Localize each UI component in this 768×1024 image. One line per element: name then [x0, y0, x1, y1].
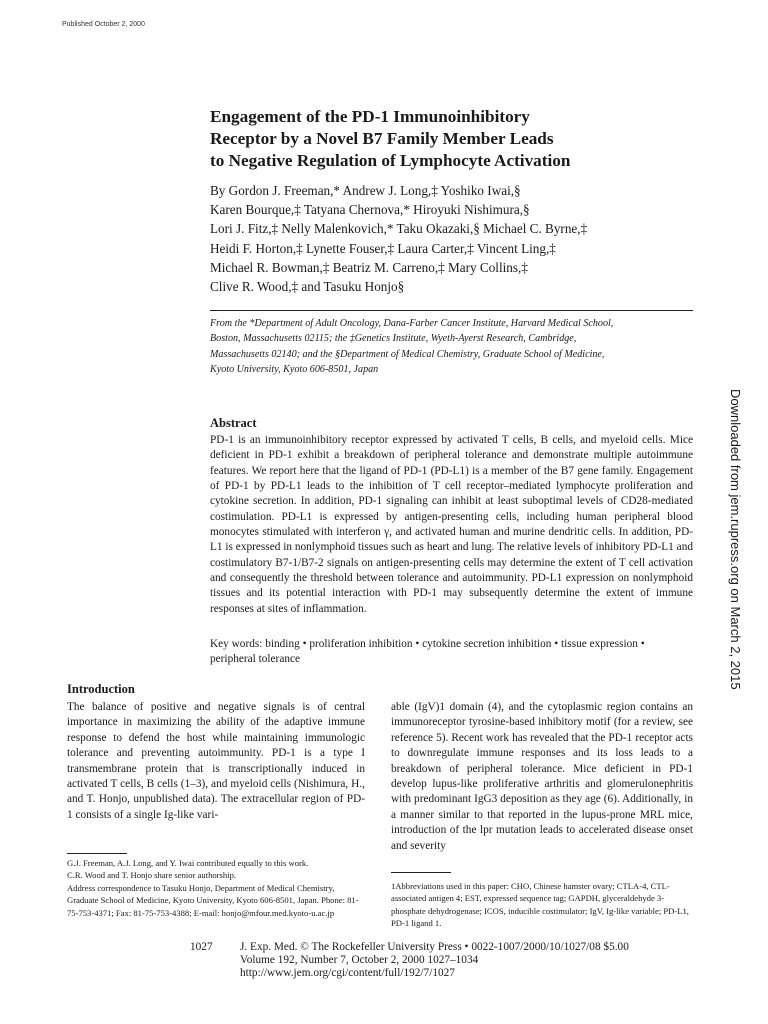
affiliation-line: Boston, Massachusetts 02115; the ‡Genetics Institute, Wyeth-Ayerst Research, Cambridge, [210, 333, 577, 345]
affiliation-line: From the *Department of Adult Oncology, Dana-Farber Cancer Institute, Harvard Medical School, [210, 318, 614, 329]
published-date: Published October 2, 2000 [62, 21, 145, 28]
author-line: Karen Bourque,‡ Tatyana Chernova,* Hiroyuki Nishimura,§ [210, 202, 530, 218]
download-watermark [714, 389, 754, 690]
footnote-line: G.J. Freeman, A.J. Long, and Y. Iwai contributed equally to this work. [67, 858, 309, 868]
journal-line: http://www.jem.org/cgi/content/full/192/7/1027 [240, 967, 455, 980]
author-line: Michael R. Bowman,‡ Beatriz M. Carreno,‡ Mary Collins,‡ [210, 259, 528, 275]
introduction-heading: Introduction [67, 682, 135, 696]
journal-line: Volume 192, Number 7, October 2, 2000 1027–1034 [240, 954, 479, 967]
author-list [210, 181, 680, 296]
footnote-line: C.R. Wood and T. Honjo share senior authorship. [67, 870, 237, 881]
divider [210, 310, 693, 311]
keywords: Key words: binding • proliferation inhibition • cytokine secretion inhibition • tissue expression • peripheral tolerance [210, 638, 645, 666]
download-note: Downloaded from jem.rupress.org on March 2, 2015 [728, 389, 743, 690]
journal-line: J. Exp. Med. © The Rockefeller University Press • 0022-1007/2000/10/1027/08 $5.00 [240, 941, 629, 953]
footnote-line: Address correspondence to Tasuku Honjo, Department of Medical Chemistry, Graduate School of Medicine, Kyoto University, Kyoto 606-8501, Japan. Phone: 81-75-753-4371; Fax: 81-75-753-4388; E-mail: honjo@mfour.med.kyoto-u.ac.jp [67, 882, 359, 918]
affiliations [210, 316, 680, 378]
footnote-left [67, 857, 365, 919]
intro-column-right: able (IgV)1 domain (4), and the cytoplasmic region contains an immunoreceptor tyrosine-based inhibitory motif (for a review, see reference 5). Recent work has revealed that the PD-1 receptor acts to downregulate immune responses and its loss leads to a breakdown of peripheral tolerance. Mice deficient in PD-1 develop lupus-like proliferative arthritis and glomerulonephritis with predominant IgG3 deposition as they age (6). Additionally, in a manner similar to that reported in the lupus-prone MRL mice, introduction of the lpr mutation leads to accelerated disease onset and severity [391, 701, 693, 852]
abstract-heading: Abstract [210, 416, 257, 430]
footnote-right: 1Abbreviations used in this paper: CHO, Chinese hamster ovary; CTLA-4, CTL-associated antigen 4; EST, expressed sequence tag; GAPDH, glyceraldehyde 3-phosphate dehydrogenase; ICOS, inducible costimulator; IgV, Ig-like variable; PD-L1, PD-1 ligand 1. [391, 881, 689, 929]
article-title [210, 106, 680, 172]
affiliation-line: Kyoto University, Kyoto 606-8501, Japan [210, 364, 379, 376]
footnote-divider [391, 872, 451, 873]
footnote-divider [67, 853, 127, 854]
intro-column-left: The balance of positive and negative signals is of central importance in maximizing the ability of the adaptive immune response to defend the host while maintaining immunologic tolerance and preventing autoimmunity. PD-1 is a type I transmembrane protein that is transcriptionally induced in activated T cells, B cells (1–3), and myeloid cells (Nishimura, H., and T. Honjo, unpublished data). The extracellular region of PD-1 consists of a single Ig-like vari- [67, 701, 365, 821]
author-line: By Gordon J. Freeman,* Andrew J. Long,‡ Yoshiko Iwai,§ [210, 183, 521, 198]
title-line: Engagement of the PD-1 Immunoinhibitory [210, 107, 530, 126]
author-line: Heidi F. Horton,‡ Lynette Fouser,‡ Laura Carter,‡ Vincent Ling,‡ [210, 240, 556, 256]
abstract-text: PD-1 is an immunoinhibitory receptor expressed by activated T cells, B cells, and myeloid cells. Mice deficient in PD-1 exhibit a breakdown of peripheral tolerance and demonstrate multiple autoimmune features. We report here that the ligand of PD-1 (PD-L1) is a member of the B7 gene family. Engagement of PD-1 by PD-L1 leads to the inhibition of T cell receptor–mediated lymphocyte proliferation and cytokine secretion. In addition, PD-1 signaling can inhibit at least suboptimal levels of CD28-mediated costimulation. PD-L1 is expressed by antigen-presenting cells, including human peripheral blood monocytes stimulated with interferon γ, and activated human and murine dendritic cells. In addition, PD-L1 is expressed in nonlymphoid tissues such as heart and lung. The relative levels of inhibitory PD-L1 and costimulatory B7-1/B7-2 signals on antigen-presenting cells may determine the extent of T cell activation and consequently the threshold between tolerance and autoimmunity. PD-L1 expression on nonlymphoid tissues and its potential interaction with PD-1 may subsequently determine the extent of immune responses at sites of inflammation. [210, 434, 693, 615]
journal-info [240, 941, 700, 981]
page-number: 1027 [190, 941, 213, 953]
author-line: Lori J. Fitz,‡ Nelly Malenkovich,* Taku Okazaki,§ Michael C. Byrne,‡ [210, 221, 588, 237]
title-line: Receptor by a Novel B7 Family Member Leads [210, 129, 554, 148]
affiliation-line: Massachusetts 02140; and the §Department of Medical Chemistry, Graduate School of Medicine, [210, 348, 605, 360]
author-line: Clive R. Wood,‡ and Tasuku Honjo§ [210, 279, 405, 295]
title-line: to Negative Regulation of Lymphocyte Activation [210, 151, 571, 170]
